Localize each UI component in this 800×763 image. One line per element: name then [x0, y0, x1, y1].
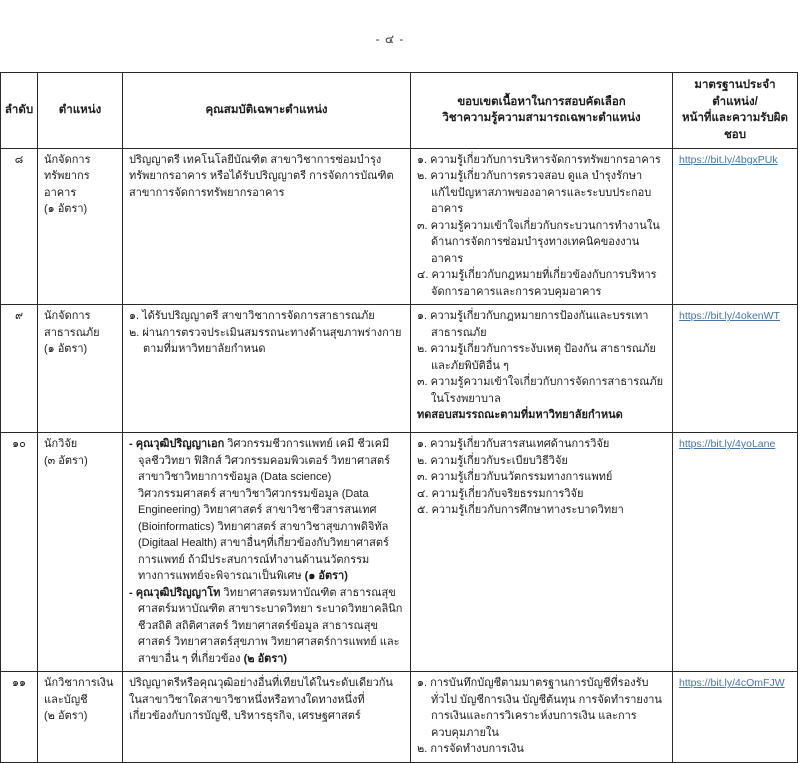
table-row	[1, 305, 798, 433]
scope-item: ๒. การจัดทำงบการเงิน	[417, 743, 524, 756]
qualification-text: ปริญญาตรีหรือคุณวุฒิอย่างอื่นที่เทียบได้ในระดับเดียวกันในสาขาวิชาใดสาขาวิชาหนึ่งหรือทางใดทางหนึ่งที่เกี่ยวข้องกับการบัญชี, บริหารธุรกิจ, เศรษฐศาสตร์	[129, 677, 393, 723]
standard-link[interactable]: https://bit.ly/4okenWT	[679, 310, 780, 323]
scope-item: ๕. ความรู้เกี่ยวกับการศึกษาทางระบาดวิทยา	[417, 504, 624, 517]
header-scope	[411, 73, 673, 149]
standard-link-cell	[673, 305, 798, 433]
scope-item: ๑. การบันทึกบัญชีตามมาตรฐานการบัญชีที่รองรับทั่วไป บัญชีการเงิน บัญชีต้นทุน การจัดทำรายงาน การเงินและการวิเคราะห์งบการเงิน และการควบคุมภายใน	[417, 677, 662, 739]
qualification-item: ๑. ได้รับปริญญาตรี สาขาวิชาการจัดการสาธารณภัย	[129, 310, 375, 323]
position-line: และบัญชี	[44, 693, 88, 706]
table-header-row	[1, 73, 798, 149]
scope-item: ๓. ความรู้เกี่ยวกับนวัตกรรมทางการแพทย์	[417, 471, 613, 484]
position-cell	[38, 433, 123, 672]
positions-table	[0, 72, 798, 763]
position-line: (๓ อัตรา)	[44, 454, 88, 467]
scope-item: ๔. ความรู้เกี่ยวกับจริยธรรมการวิจัย	[417, 487, 584, 500]
position-line: (๒ อัตรา)	[44, 710, 88, 723]
scope-item: ๑. ความรู้เกี่ยวกับการบริหารจัดการทรัพยากรอาคาร	[417, 153, 661, 166]
scope-item: ๔. ความรู้เกี่ยวกับกฎหมายที่เกี่ยวข้องกับการบริหารจัดการอาคารและการควบคุมอาคาร	[417, 269, 657, 298]
table-row	[1, 148, 798, 305]
header-scope-line2: วิชาความรู้ความสามารถเฉพาะตำแหน่ง	[442, 112, 641, 125]
page-number: - ๔ -	[375, 32, 405, 46]
qualification-cell	[123, 433, 411, 672]
scope-item: ๑. ความรู้เกี่ยวกับกฎหมายการป้องกันและบรรเทาสาธารณภัย	[417, 310, 649, 339]
scope-cell	[411, 148, 673, 305]
row-number: ๙	[1, 305, 38, 433]
header-standard-line2: หน้าที่และความรับผิดชอบ	[682, 112, 788, 142]
standard-link-cell	[673, 672, 798, 763]
scope-note: ทดสอบสมรรถณะตามที่มหาวิทยาลัยกำหนด	[417, 409, 623, 422]
row-number: ๑๐	[1, 433, 38, 672]
qualification-cell	[123, 148, 411, 305]
scope-item: ๒. ความรู้เกี่ยวกับระเบียบวิธีวิจัย	[417, 454, 568, 467]
qualification-cell	[123, 672, 411, 763]
standard-link[interactable]: https://bit.ly/4bgxPUk	[679, 153, 778, 166]
position-cell	[38, 672, 123, 763]
header-no: ลำดับ	[1, 73, 38, 149]
header-position: ตำแหน่ง	[38, 73, 123, 149]
table-row	[1, 672, 798, 763]
scope-cell	[411, 433, 673, 672]
position-line: นักวิจัย	[44, 438, 78, 451]
scope-item: ๒. ความรู้เกี่ยวกับการตรวจสอบ ดูแล บำรุงรักษา แก้ไขปัญหาสภาพของอาคารและระบบประกอบอาคาร	[417, 170, 652, 216]
header-standard	[673, 73, 798, 149]
position-line: สาธารณภัย	[44, 326, 100, 339]
standard-link[interactable]: https://bit.ly/4yoLane	[679, 438, 776, 451]
qualification-cell	[123, 305, 411, 433]
header-qualification: คุณสมบัติเฉพาะตำแหน่ง	[123, 73, 411, 149]
scope-item: ๑. ความรู้เกี่ยวกับสารสนเทศด้านการวิจัย	[417, 438, 610, 451]
scope-item: ๒. ความรู้เกี่ยวกับการระงับเหตุ ป้องกัน สาธารณภัย และภัยพิบัติอื่น ๆ	[417, 343, 656, 372]
qualification-item: ๒. ผ่านการตรวจประเมินสมรรถนะทางด้านสุขภาพร่างกาย ตามที่มหาวิทยาลัยกำหนด	[129, 326, 402, 356]
scope-item: ๓. ความรู้ความเข้าใจเกี่ยวกับกระบวนการทำงานในด้านการจัดการซ่อมบำรุงทางเทคนิคของงานอาคาร	[417, 219, 660, 265]
standard-link-cell	[673, 148, 798, 305]
qualification-item: - คุณวุฒิปริญญาเอก วิศวกรรมชีวการแพทย์ เคมี ชีวเคมี จุลชีววิทยา ฟิสิกส์ วิศวกรรมคอมพิวเตอร์ วิทยาศาสตร์ สาขาวิชาวิทยาการข้อมูล (Data science) วิศวกรรมศาสตร์ สาขาวิชาวิศวกรรมข้อมูล (Data Engineering) วิทยาศาสตร์ สาขาวิชาชีวสารสนเทศ (Bioinformatics) วิทยาศาสตร์ สาขาวิชาสุขภาพดิจิทัล (Digitaal Health) สาขาอื่นๆที่เกี่ยวข้องกับวิทยาศาสตร์การแพทย์ ถ้ามีประสบการณ์ทำงานด้านนวัตกรรมทางการแพทย์จะพิจารณาเป็นพิเศษ (๑ อัตรา)	[129, 438, 391, 583]
position-cell	[38, 305, 123, 433]
position-cell	[38, 148, 123, 305]
header-standard-line1: มาตรฐานประจำตำแหน่ง/	[694, 79, 776, 108]
position-line: (๑ อัตรา)	[44, 203, 88, 216]
qualification-item: - คุณวุฒิปริญญาโท วิทยาศาสตรมหาบัณฑิต สาธารณสุขศาสตร์มหาบัณฑิต สาขาระบาดวิทยา ระบาดวิทยาคลินิก ชีวสถิติ สถิติศาสตร์ วิทยาศาสตร์ข้อมูล สาธารณสุขศาสตร์ วิทยาศาสตร์สุขภาพ วิทยาศาสตร์การแพทย์ และสาขาอื่น ๆ ที่เกี่ยวข้อง (๒ อัตรา)	[129, 586, 403, 665]
table-row	[1, 433, 798, 672]
scope-cell	[411, 305, 673, 433]
scope-cell	[411, 672, 673, 763]
row-number: ๑๑	[1, 672, 38, 763]
scope-item: ๓. ความรู้ความเข้าใจเกี่ยวกับการจัดการสาธารณภัยในโรงพยาบาล	[417, 376, 664, 405]
position-line: ทรัพยากรอาคาร	[44, 170, 90, 199]
standard-link[interactable]: https://bit.ly/4cOmFJW	[679, 677, 785, 690]
position-line: (๑ อัตรา)	[44, 343, 88, 356]
standard-link-cell	[673, 433, 798, 672]
position-line: นักจัดการ	[44, 310, 91, 323]
row-number: ๘	[1, 148, 38, 305]
qualification-text: ปริญญาตรี เทคโนโลยีบัณฑิต สาขาวิชาการซ่อมบำรุงทรัพยากรอาคาร หรือได้รับปริญญาตรี การจัดการบัณฑิต สาขาการจัดการทรัพยากรอาคาร	[129, 153, 394, 199]
position-line: นักจัดการ	[44, 153, 91, 166]
header-scope-line1: ขอบเขตเนื้อหาในการสอบคัดเลือก	[457, 95, 626, 108]
position-line: นักวิชาการเงิน	[44, 677, 114, 690]
